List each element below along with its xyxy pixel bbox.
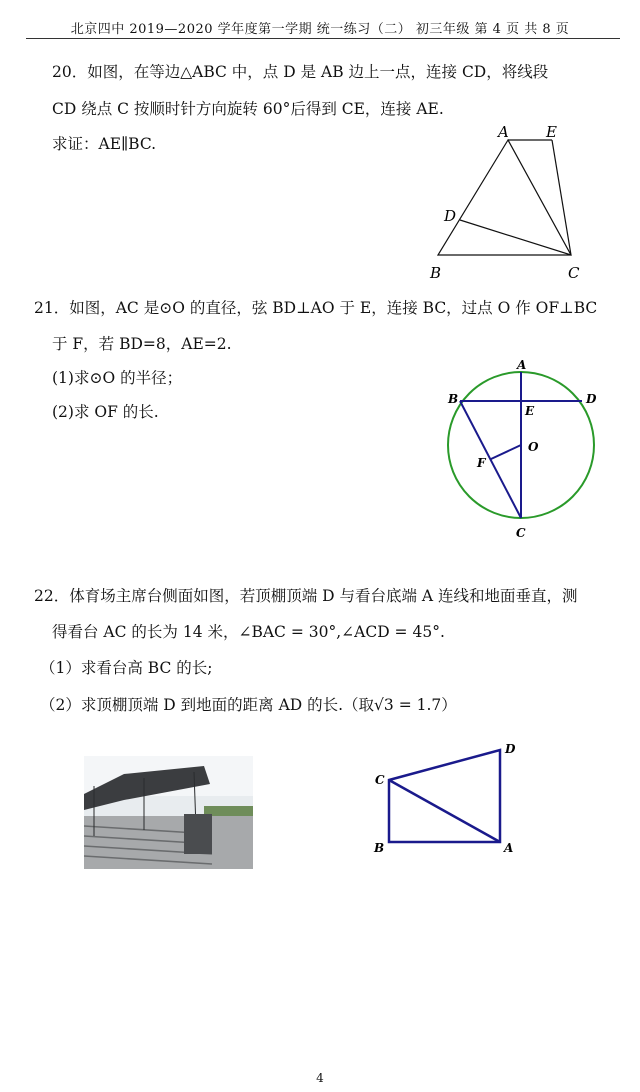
stadium-photo: [84, 756, 253, 869]
q22-line2: 得看台 AC 的长为 14 米，∠BAC = 30°,∠ACD = 45°.: [52, 623, 445, 641]
page-header: 北京四中 2019—2020 学年度第一学期 统一练习（二） 初三年级 第 4 页 共 8 页: [70, 22, 570, 37]
q21-line1: 21．如图，AC 是⊙O 的直径，弦 BD⊥AO 于 E，连接 BC，过点 O 作 OF⊥BC: [34, 299, 598, 317]
segment-of: [491, 445, 521, 459]
q22-part1: （1）求看台高 BC 的长;: [40, 659, 213, 677]
q21-label-f: F: [477, 456, 486, 470]
q21-part2: (2)求 OF 的长.: [52, 403, 159, 421]
quadrilateral-bcda: [389, 750, 500, 842]
q22-quadrilateral-figure: [370, 740, 530, 860]
q20-line3: 求证：AE∥BC.: [52, 135, 157, 153]
q21-label-d: D: [586, 392, 597, 406]
page-number: 4: [316, 1071, 324, 1085]
q20-label-e: E: [546, 123, 557, 141]
q21-line2: 于 F，若 BD=8，AE=2.: [52, 335, 232, 353]
header-rule: [26, 38, 620, 39]
q20-label-a: A: [498, 123, 509, 141]
q22-label-d: D: [505, 742, 516, 756]
q22-label-a: A: [504, 841, 514, 855]
q21-label-b: B: [448, 392, 459, 406]
q22-line1: 22．体育场主席台侧面如图，若顶棚顶端 D 与看台底端 A 连线和地面垂直，测: [34, 587, 578, 605]
q22-label-c: C: [375, 773, 385, 787]
q20-label-c: C: [568, 264, 580, 282]
q21-label-c: C: [516, 526, 526, 540]
q21-part1: (1)求⊙O 的半径；: [52, 369, 183, 387]
segment-bc: [460, 401, 521, 518]
q21-label-a: A: [517, 358, 527, 372]
q20-triangle-figure: [420, 118, 600, 286]
q20-label-b: B: [430, 264, 442, 282]
q20-label-d: D: [444, 207, 457, 225]
q21-label-o: O: [528, 440, 539, 454]
q22-part2: （2）求顶棚顶端 D 到地面的距离 AD 的长.（取√3 = 1.7）: [40, 696, 457, 714]
q21-circle-figure: [440, 355, 610, 545]
diagonal-ca: [389, 780, 500, 842]
q20-line2: CD 绕点 C 按顺时针方向旋转 60°后得到 CE，连接 AE.: [52, 100, 444, 118]
q22-label-b: B: [374, 841, 385, 855]
q20-line1: 20．如图，在等边△ABC 中，点 D 是 AB 边上一点，连接 CD，将线段: [52, 63, 549, 81]
q21-label-e: E: [525, 404, 535, 418]
triangle-abc: [438, 140, 571, 255]
